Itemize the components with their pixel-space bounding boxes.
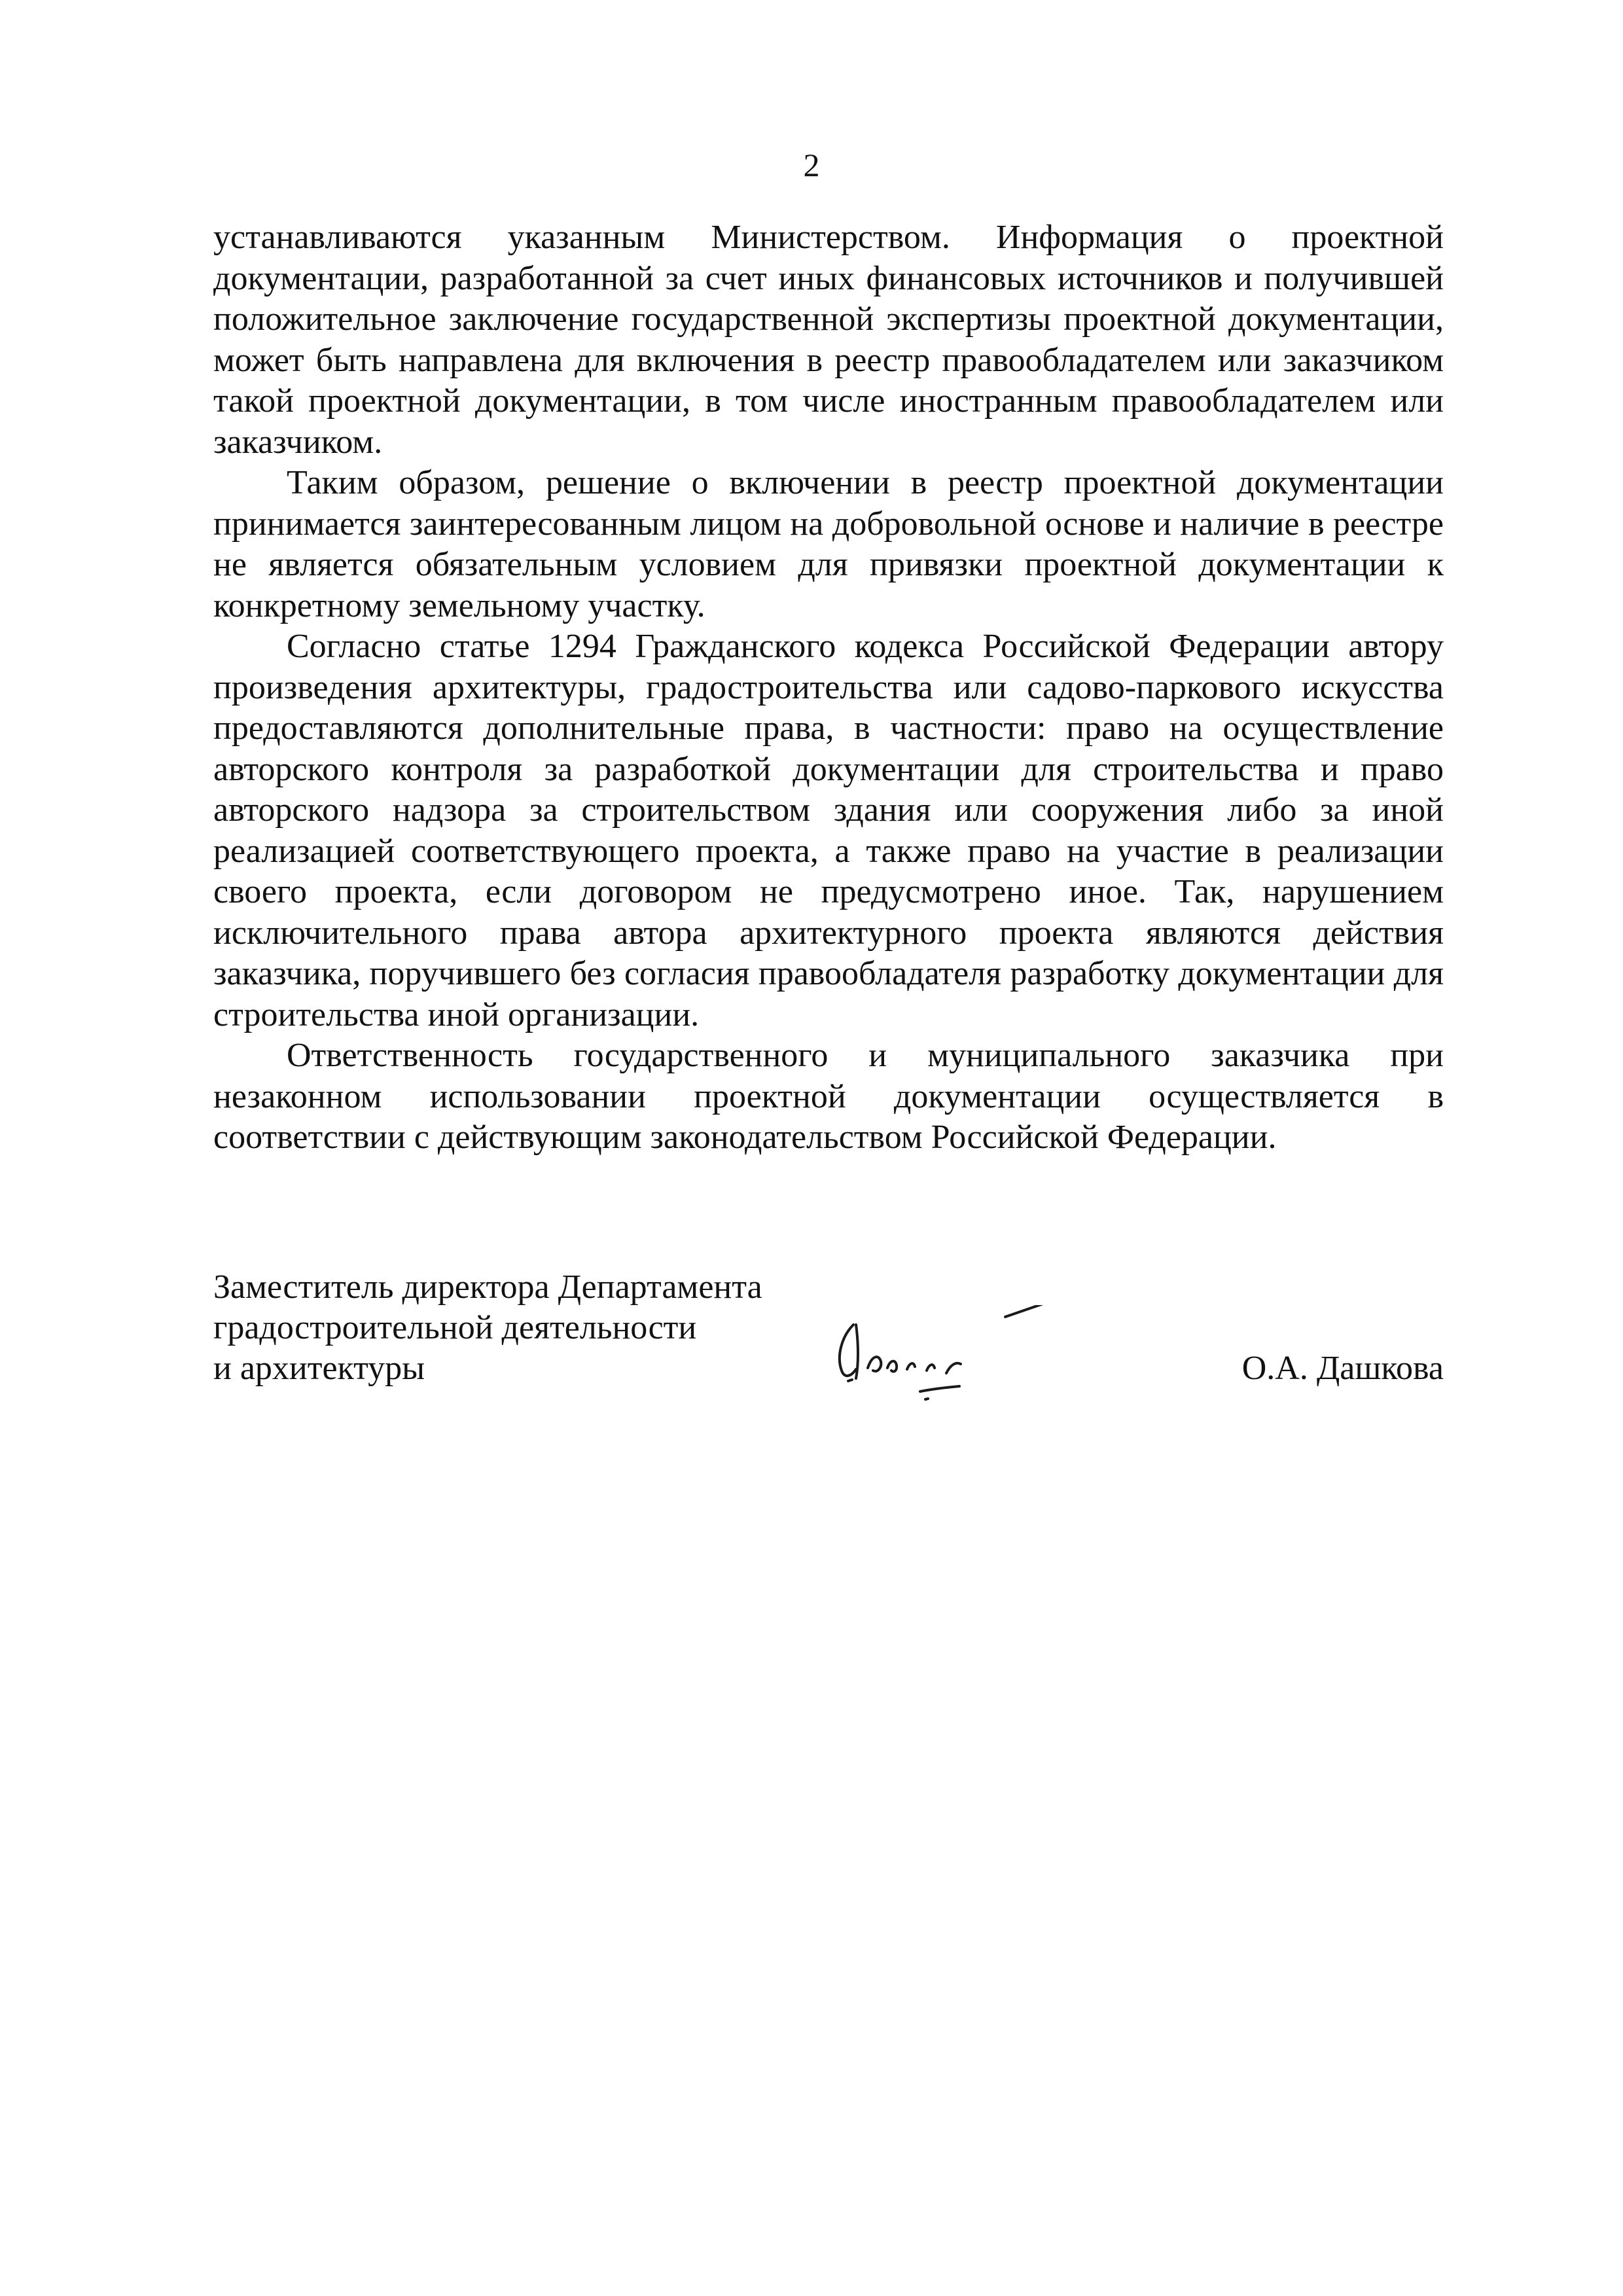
paragraph-article-1294: Согласно статье 1294 Гражданского кодекса Российской Федерации автору произведения архитектуры, градостроительства или садово-паркового искусства предоставляются дополнительные права, в частности: право на осуществление авторского контроля за разработкой документации для строительства и право авторского надзора за строительством здания или сооружения либо за иной реализацией соответствующего проекта, а также право на участие в реализации своего проекта, если договором не предусмотрено иное. Так, нарушением исключительного права автора архитектурного проекта являются действия заказчика, поручившего без согласия правообладателя разработку документации для строительства иной организации. xyxy=(213,628,1444,1033)
signature-block xyxy=(213,1267,1444,1418)
signatory-title-line: градостроительной деятельности xyxy=(213,1309,697,1346)
handwritten-signature-icon xyxy=(822,1305,1071,1403)
document-body xyxy=(213,217,1444,1158)
signatory-title xyxy=(213,1267,762,1389)
page-number: 2 xyxy=(803,147,820,183)
paragraph-continuation: устанавливаются указанным Министерством. Информация о проектной документации, разработанной за счет иных финансовых источников и получившей положительное заключение государственной экспертизы проектной документации, может быть направлена для включения в реестр правообладателем или заказчиком такой проектной документации, в том числе иностранным правообладателем или заказчиком. xyxy=(213,219,1444,461)
paragraph-registry-decision: Таким образом, решение о включении в реестр проектной документации принимается заинтересованным лицом на добровольной основе и наличие в реестре не является обязательным условием для привязки проектной документации к конкретному земельному участку. xyxy=(213,464,1444,624)
signatory-title-line: и архитектуры xyxy=(213,1350,425,1387)
signatory-name: О.А. Дашкова xyxy=(1241,1350,1444,1387)
paragraph-responsibility: Ответственность государственного и муниципального заказчика при незаконном использовании проектной документации осуществляется в соответствии с действующим законодательством Российской Федерации. xyxy=(213,1037,1444,1156)
signatory-title-line: Заместитель директора Департамента xyxy=(213,1268,762,1306)
